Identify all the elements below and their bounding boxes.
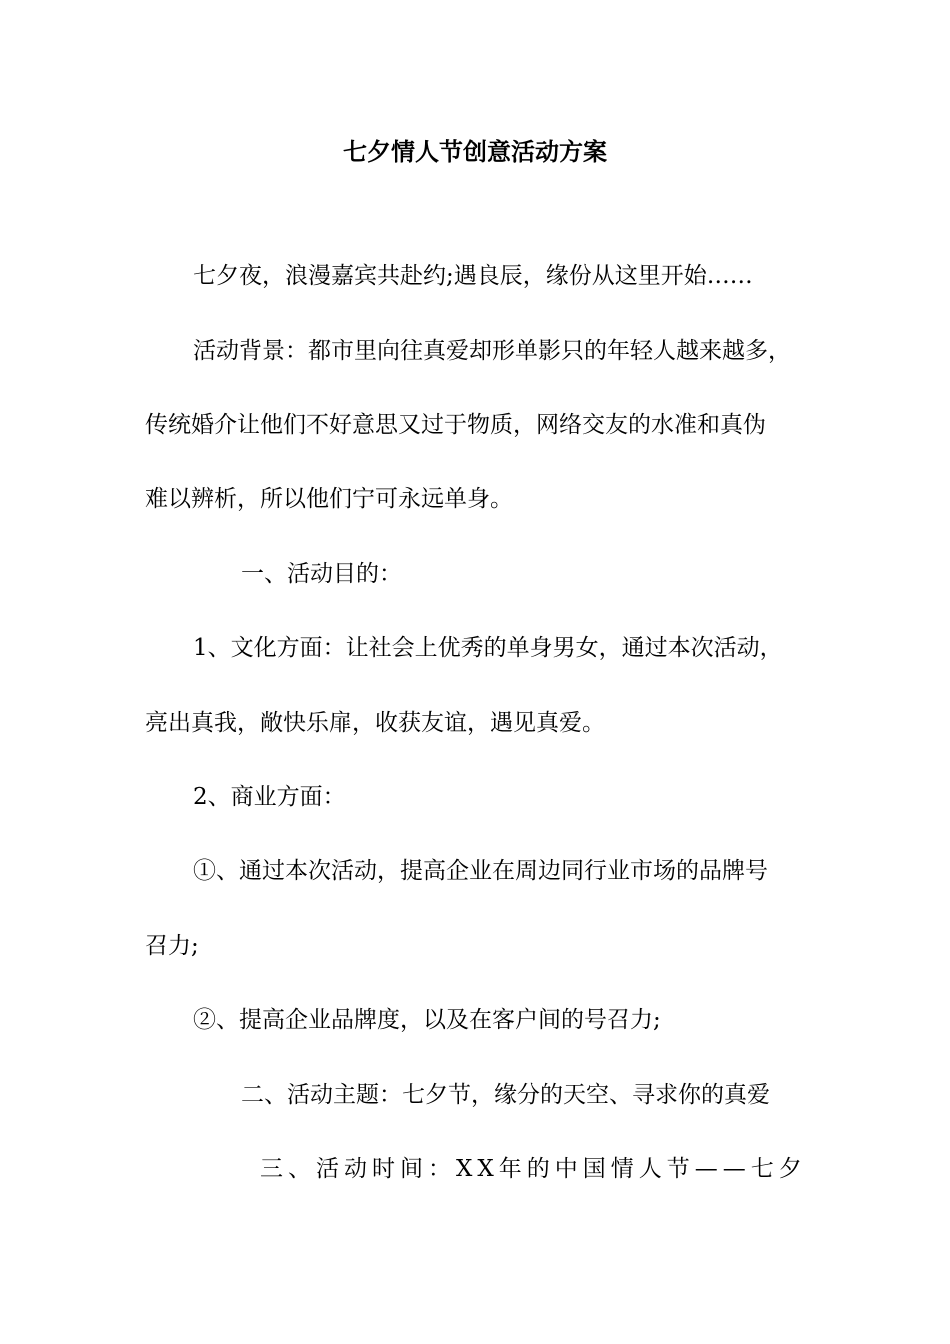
paragraph-background-line-2: 传统婚介让他们不好意思又过于物质，网络交友的水准和真伪 [145, 412, 766, 438]
paragraph-culture-line-2: 亮出真我，敞快乐扉，收获友谊，遇见真爱。 [145, 710, 605, 736]
paragraph-business-item-1-line-2: 召力; [145, 933, 199, 959]
paragraph-culture-line-1: 1、文化方面：让社会上优秀的单身男女，通过本次活动， [193, 635, 783, 661]
paragraph-background-line-1: 活动背景：都市里向往真爱却形单影只的年轻人越来越多， [193, 338, 791, 364]
section-heading-theme: 二、活动主题：七夕节，缘分的天空、寻求你的真爱 [241, 1082, 770, 1108]
section-heading-time: 三、活动时间：XX年的中国情人节——七夕 [260, 1156, 807, 1182]
paragraph-intro: 七夕夜，浪漫嘉宾共赴约;遇良辰，缘份从这里开始…… [193, 263, 753, 289]
document-title: 七夕情人节创意活动方案 [343, 138, 607, 166]
section-heading-purpose: 一、活动目的： [241, 561, 402, 587]
paragraph-business-heading: 2、商业方面： [193, 784, 346, 810]
paragraph-business-item-1-line-1: ①、通过本次活动，提高企业在周边同行业市场的品牌号 [193, 858, 768, 884]
paragraph-background-line-3: 难以辨析，所以他们宁可永远单身。 [145, 486, 513, 512]
paragraph-business-item-2: ②、提高企业品牌度，以及在客户间的号召力; [193, 1007, 661, 1033]
